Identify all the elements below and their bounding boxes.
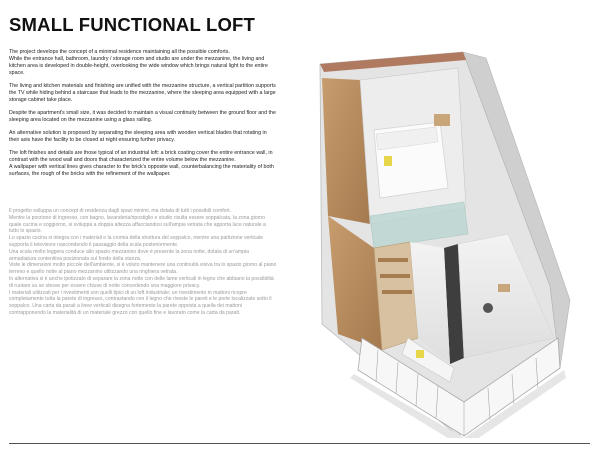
pillow-accent: [384, 156, 392, 166]
floor-lamp: [483, 303, 493, 313]
stair-step-1: [378, 258, 408, 262]
paragraph-concept: The project develops the concept of a minimal residence maintaining all the possible comforts. While the entrance hall, bathroom, laundry / storage room and studio are under the mezzanine, the living and kitchen area is developed in double-height, overlooking the wide window which brings natural light to the entire space.: [9, 49, 268, 76]
nightstand: [434, 114, 450, 126]
paragraph-alternative: An alternative solution is proposed by separating the sleeping area with wooden vertical blades that rotating in their axis have the facility to be closed at night ensuring further privacy.: [9, 130, 267, 143]
stair-step-3: [382, 290, 412, 294]
sofa-cushion-accent: [416, 350, 424, 358]
english-description: [9, 49, 277, 184]
paragraph-continuity: Despite the apartment's small size, it was decided to maintain a visual continuity between the ground floor and the sleeping area located on the mezzanine using a glass railing.: [9, 110, 276, 123]
paragraph-italian: Il progetto sviluppa un concept di residenza dagli spazi minimi, ma dotata di tutti i possibili comfort. Mentre la porzione di ingresso, con bagno, lavanderia/ripostiglio e studio risulta essere soppalcata, la zona giorno quale cucina e soggiorno, si sviluppa a doppia altezza affacciandosi sull'ampia vetrata che apporta luce naturale a tutto lo spazio. Lo spazio cucina si integra con i materiali e la cromia della struttura del soppalco, mentre una partizione verticale supporta il televisore nascondendo il passaggio della scala posteriormente. Una scala molto leggera conduce allo spazio mezzanino dove è presente la zona notte, dotata di un'ampia armadiatura contenitiva posizionata sul fondo della stanza. Viste le dimensioni molto piccole dell'ambiente, si è voluto mantenere una continuità visiva tra lo spazio giorno al piano terreno e quello notte al piano mezzanino utilizzando una ringhiera vetrata. In alternativa si è anche ipotizzato di separare la zona notte con delle lame verticali in legno che abbiano la possibilità di ruotare su se stesse per essere chiuse di notte concedendo una maggiore privacy. I materiali utilizzati per i rivestimenti son quelli tipici di un loft industriale; un rivestimento in mattoni ricopre completamente tutta la parete di ingresso, contrastando con il legno che riveste le pareti e le porte localizzate sotto il soppalco. Una carta da parati a linee verticali disegna fortemente la parete opposta a quella dei mattoni contrapponendo la materialità di un materiale grezzo con quello fine e lavorato come la carta da parati.: [9, 208, 277, 316]
bottom-divider: [9, 443, 590, 444]
paragraph-materials: The living and kitchen materials and finishing are unified with the mezzanine structure, a vertical partition supports the TV while hiding behind a staircase that leads to the mezzanine, where the sleeping area equipped with a large storage cabinet take place.: [9, 83, 276, 103]
side-table: [498, 284, 510, 292]
page-title: SMALL FUNCTIONAL LOFT: [9, 14, 256, 35]
paragraph-finishes: The loft finishes and details are those typical of an industrial loft: a brick coating cover the entire entrance wall, in contrast with the wood wall and doors that characterized the entire volume below the mezzanine. A wallpaper with vertical lines gives character to the brick's opposite wall, counterbalancing the materiality of both surfaces, the rough of the bricks with the refinement of the wallpaper.: [9, 150, 274, 177]
italian-description: [9, 208, 277, 317]
loft-render-svg: [258, 38, 600, 438]
loft-axonometric-render: [258, 38, 600, 438]
stair-step-2: [380, 274, 410, 278]
